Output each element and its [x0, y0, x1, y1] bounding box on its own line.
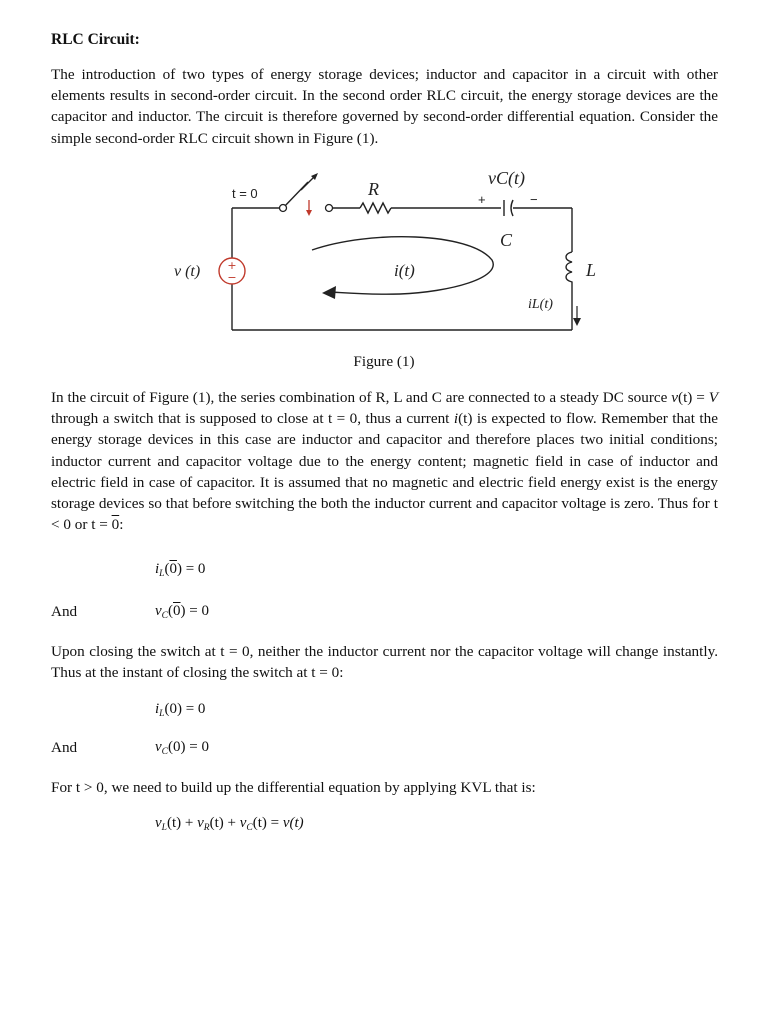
- switch-closing-paragraph: Upon closing the switch at t = 0, neither the inductor current nor the capacitor voltage will change instantly. Thus at the instant of closing the switch at t = 0:: [51, 643, 718, 682]
- kvl-equation: $v_L(t) + v_R(t) + v_C(t) = v(t)$: [155, 815, 304, 833]
- figure-caption: Figure (1): [353, 353, 415, 370]
- source-label: v (t): [174, 263, 201, 280]
- capacitor-voltage-label: vC(t): [488, 168, 525, 188]
- capacitor-minus-label: −: [530, 192, 538, 207]
- capacitor-plus-label: +: [478, 192, 486, 207]
- capacitor-label: C: [500, 230, 513, 250]
- intro-paragraph: The introduction of two types of energy storage devices; inductor and capacitor in a circuit with other elements results in second-order circuit. In the second order RLC circuit, the energy storage devices are the capacitor and inductor. The circuit is therefore governed by second-order differential equation. Consider the simple second-order RLC circuit shown in Figure (1).: [51, 66, 718, 147]
- inductor-current-label: iL(t): [528, 297, 553, 312]
- section-heading: RLC Circuit:: [51, 31, 140, 48]
- source-minus: −: [227, 271, 237, 284]
- equation-il-at-zero: $i_L(0) = 0$: [155, 701, 206, 719]
- rlc-circuit-figure: [170, 160, 606, 346]
- current-label: i(t): [394, 261, 415, 280]
- equation-vc-at-zero: $v_C(0) = 0$: [155, 739, 209, 757]
- inductor-label: L: [586, 260, 597, 280]
- resistor-label: R: [368, 179, 379, 199]
- equation-il-initial-minus: $i_L(0) = 0$: [155, 561, 206, 579]
- and-label-1: And: [51, 603, 78, 620]
- source-plus: +: [227, 259, 237, 272]
- circuit-description-paragraph: In the circuit of Figure (1), the series combination of R, L and C are connected to a steady DC source v(t) = V through a switch that is supposed to close at t = 0, thus a current i(t) is expected to flow. Remember that the energy storage devices in this case are inductor and capacitor and therefore places two initial conditions; inductor current and capacitor voltage due to the energy content; magnetic field in case of inductor and electric field in case of capacitor. It is assumed that no magnetic and electric field energy exist is the energy storage devices so that before switching the both the inductor current and capacitor voltage is zero. Thus for t < 0 or t = 0:: [51, 389, 718, 534]
- switch-label: t = 0: [232, 186, 258, 201]
- kvl-intro-paragraph: For t > 0, we need to build up the differential equation by applying KVL that is:: [51, 779, 536, 796]
- equation-vc-initial-minus: $v_C(0) = 0$: [155, 603, 209, 621]
- and-label-2: And: [51, 739, 78, 756]
